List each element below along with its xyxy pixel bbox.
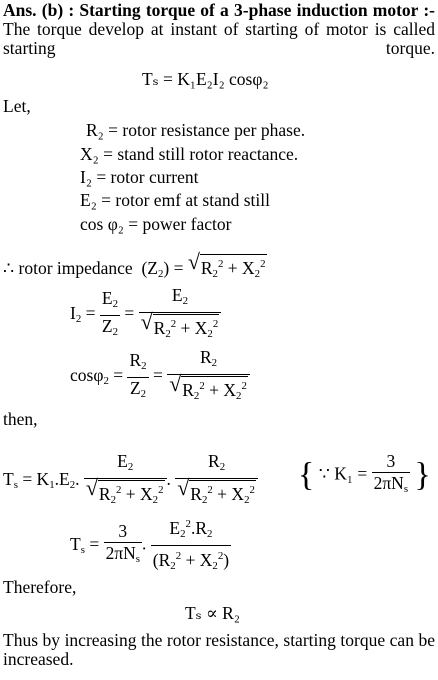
- definition-text: = rotor resistance per phase.: [108, 120, 306, 140]
- definition-text: = stand still rotor reactance.: [103, 144, 299, 164]
- therefore-label: Therefore,: [3, 577, 77, 597]
- torque-substitution-equation: $T_s = K_1.E_2$. $E_2$ √ $R_2^2 + X_2^2$ . $R_2$ √ $R_2^2 + X_2^2$: [3, 452, 258, 510]
- current-equation: $I_2$ = $\frac{E_2}{Z_2}$ = $E_2$ √ $R_2^2 + X_2^2$: [70, 286, 221, 344]
- definition-x2: [80, 144, 298, 165]
- definition-text: = power factor: [128, 214, 232, 234]
- definition-r2: [86, 120, 305, 141]
- definition-symbol: cos φ₂: [80, 214, 124, 234]
- definition-symbol: R₂: [86, 120, 104, 140]
- definition-text: = rotor current: [96, 167, 199, 187]
- starting-torque-equation: Tₛ = K₁E₂I₂ cosφ₂: [142, 69, 269, 89]
- definition-symbol: X₂: [80, 144, 99, 164]
- definition-e2: [80, 190, 270, 211]
- answer-label: Ans. (b) : Starting torque of a 3-phase induction motor :-: [3, 0, 435, 20]
- conclusion-text: Thus by increasing the rotor resistance, starting torque can be increased.: [3, 630, 435, 669]
- power-factor-equation: cosφ$_2$ = $\frac{R_2}{Z_2}$ = $R_2$ √ $R_2^2 + X_2^2$: [70, 348, 250, 406]
- definition-i2: [80, 167, 199, 188]
- rotor-impedance-line: ∴ rotor impedance $(Z_2)$ = √ $R_2^2 + X_2^2$: [3, 254, 267, 284]
- definition-symbol: E₂: [80, 190, 97, 210]
- definition-text: = rotor emf at stand still: [101, 190, 270, 210]
- impedance-label: ∴ rotor impedance: [3, 258, 133, 278]
- k1-constant-note: { ∵ K₁ = $\frac{3}{2\pi N_s}$ }: [298, 451, 431, 495]
- let-label: Let,: [3, 96, 31, 116]
- answer-intro: The torque develop at instant of starting of motor is called starting torque.: [3, 19, 435, 58]
- definition-power-factor: [80, 214, 231, 235]
- then-label: then,: [3, 409, 38, 429]
- proportionality-equation: Tₛ ∝ R₂: [185, 603, 240, 623]
- k1-note-label: ∵ K₁ =: [318, 463, 368, 484]
- answer-heading: [3, 1, 435, 58]
- torque-final-equation: $T_s$ = $\frac{3}{2\pi N_s}$ . $\frac{E_2^2.R_2}{(R_2^2 + X_2^2)}$: [70, 515, 231, 576]
- definition-symbol: I₂: [80, 167, 92, 187]
